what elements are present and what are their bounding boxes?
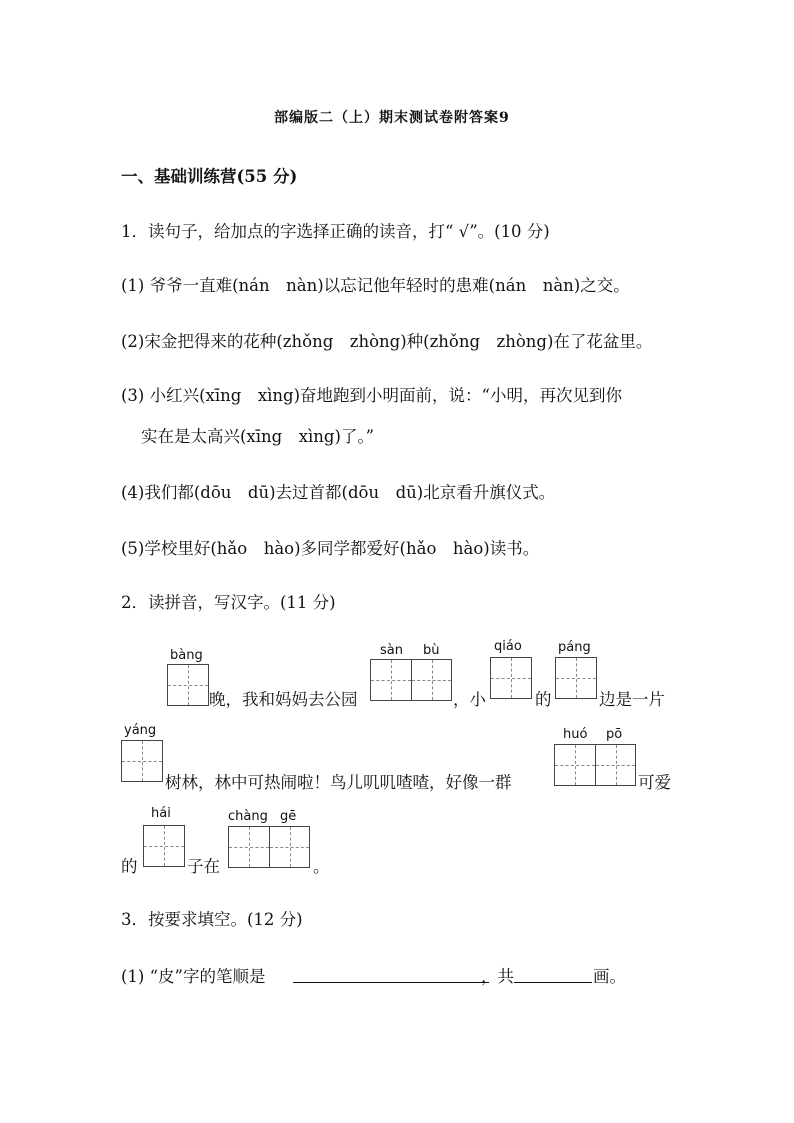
passage-text: 晚，我和妈妈去公园 (209, 690, 358, 709)
stroke-order-blank[interactable] (293, 964, 489, 983)
section-heading: 一、基础训练营(55 分) (121, 167, 298, 186)
passage-text: 的 (121, 857, 138, 876)
pinyin-label: sàn (380, 643, 403, 658)
question-1-item-4: (4)我们都(dōu dū)去过首都(dōu dū)北京看升旗仪式。 (121, 483, 556, 502)
writing-grid[interactable] (370, 659, 452, 701)
pinyin-label: huó (563, 727, 588, 742)
page-title: 部编版二（上）期末测试卷附答案9 (274, 110, 510, 126)
writing-grid[interactable] (555, 657, 597, 699)
pinyin-label: qiáo (494, 639, 522, 654)
question-1-item-3: (3) 小红兴(xīng xìng)奋地跑到小明面前，说：“小明，再次见到你 (121, 386, 622, 405)
passage-text: 。 (313, 857, 330, 876)
question-1-item-2: (2)宋金把得来的花种(zhǒng zhòng)种(zhǒng zhòng)在了花盆里。 (121, 332, 653, 351)
question-3-heading: 3．按要求填空。(12 分) (121, 910, 303, 929)
question-1-item-1: (1) 爷爷一直难(nán nàn)以忘记他年轻时的患难(nán nàn)之交。 (121, 276, 630, 295)
pinyin-label: chàng (228, 809, 268, 824)
passage-text: 树林，林中可热闹啦！鸟儿叽叽喳喳，好像一群 (165, 773, 512, 792)
question-3-item-1-text: 画。 (593, 967, 626, 986)
writing-grid[interactable] (228, 826, 310, 868)
writing-grid[interactable] (490, 657, 532, 699)
pinyin-label: pō (606, 727, 623, 742)
passage-text: 边是一片 (599, 690, 665, 709)
writing-grid[interactable] (121, 740, 163, 782)
stroke-count-blank[interactable] (514, 964, 592, 983)
question-2-heading: 2．读拼音，写汉字。(11 分) (121, 593, 336, 612)
question-1-item-5: (5)学校里好(hǎo hào)多同学都爱好(hǎo hào)读书。 (121, 539, 540, 558)
question-3-item-1-text: (1) “皮”字的笔顺是 (121, 967, 266, 986)
question-3-item-1-text: ，共 (481, 967, 514, 986)
passage-text: 可爱 (638, 773, 671, 792)
passage-text: 子在 (187, 857, 220, 876)
pinyin-label: bàng (170, 648, 203, 663)
pinyin-label: hái (151, 806, 171, 821)
writing-grid[interactable] (167, 664, 209, 706)
writing-grid[interactable] (143, 825, 185, 867)
writing-grid[interactable] (554, 744, 636, 786)
question-1-item-3-cont: 实在是太高兴(xīng xìng)了。” (141, 427, 375, 446)
pinyin-label: yáng (124, 723, 157, 738)
pinyin-label: páng (558, 640, 591, 655)
pinyin-label: gē (280, 809, 297, 824)
question-1-heading: 1．读句子，给加点的字选择正确的读音，打“ √”。(10 分) (121, 222, 550, 241)
passage-text: ，小 (453, 690, 486, 709)
passage-text: 的 (535, 690, 552, 709)
pinyin-label: bù (423, 643, 440, 658)
